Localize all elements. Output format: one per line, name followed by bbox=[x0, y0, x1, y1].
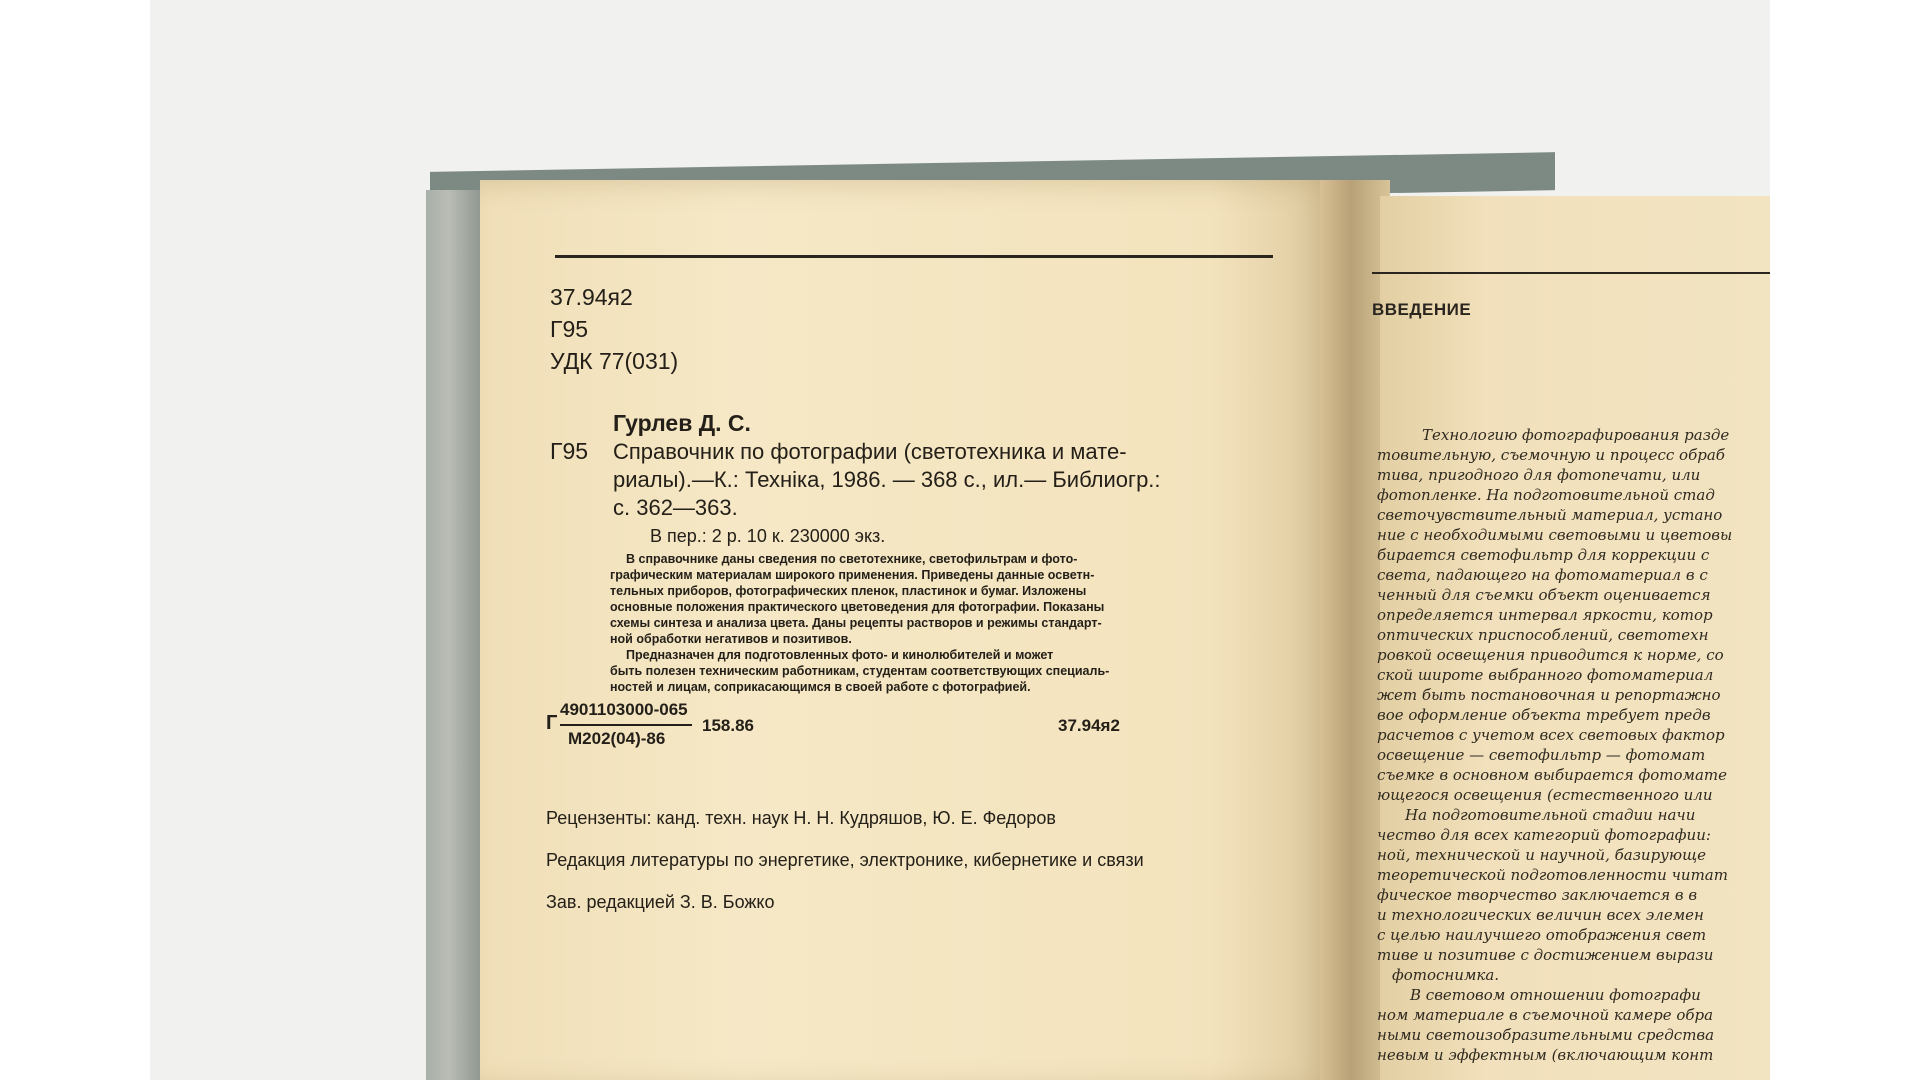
body-line: съемке в основном выбирается фотомате bbox=[1377, 766, 1728, 784]
body-line: ной, технической и научной, базирующе bbox=[1377, 846, 1706, 864]
open-book bbox=[150, 0, 1770, 1080]
index-denominator: М202(04)-86 bbox=[568, 729, 666, 748]
editorial-line: Редакция литературы по энергетике, электронике, кибернетике и связи bbox=[546, 850, 1144, 870]
body-line: фотопленке. На подготовительной стад bbox=[1377, 486, 1715, 504]
body-line: чество для всех категорий фотографии: bbox=[1377, 826, 1711, 844]
top-rule-left bbox=[555, 255, 1273, 258]
catalog-code: Г95 bbox=[550, 438, 589, 464]
body-line: ровкой освещения приводится к норме, со bbox=[1377, 646, 1724, 664]
abstract-line: В справочнике даны сведения по светотехнике, светофильтрам и фото- bbox=[626, 552, 1078, 566]
body-line: и технологических величин всех элемен bbox=[1377, 906, 1704, 924]
body-line: вое оформление объекта требует предв bbox=[1377, 706, 1711, 724]
abstract-line: ной обработки негативов и позитивов. bbox=[610, 632, 852, 646]
body-line: с целью наилучшего отображения свет bbox=[1377, 926, 1707, 944]
body-line: фическое творчество заключается в в bbox=[1377, 886, 1698, 904]
body-line: ние с необходимыми световыми и цветовы bbox=[1377, 526, 1733, 544]
body-line: тиве и позитиве с достижением вырази bbox=[1377, 946, 1714, 964]
body-line: товительную, съемочную и процесс обраб bbox=[1377, 446, 1725, 464]
reference-line-1: Справочник по фотографии (светотехника и мате- bbox=[613, 439, 1127, 464]
body-line: жет быть постановочная и репортажно bbox=[1377, 686, 1721, 704]
abstract-line: тельных приборов, фотографических пленок, пластинок и бумаг. Изложены bbox=[610, 584, 1087, 598]
book-cover-left bbox=[426, 190, 482, 1080]
abstract-line: ностей и лицам, соприкасающимся в своей работе с фотографией. bbox=[610, 680, 1031, 694]
body-line: ченный для съемки объект оценивается bbox=[1377, 586, 1711, 604]
abstract-line: графическим материалам широкого применения. Приведены данные осветн- bbox=[610, 568, 1095, 582]
classification-line-2: Г95 bbox=[550, 316, 589, 342]
body-line: В световом отношении фотографи bbox=[1410, 986, 1701, 1004]
body-line: фотоснимка. bbox=[1392, 966, 1500, 984]
reference-line-2: риалы).—К.: Техніка, 1986. — 368 с., ил.— Библиогр.: bbox=[613, 467, 1161, 492]
reference-line-3: с. 362—363. bbox=[613, 495, 738, 520]
classification-line-1: 37.94я2 bbox=[550, 284, 633, 310]
index-classification: 37.94я2 bbox=[1058, 716, 1120, 735]
author-name: Гурлев Д. С. bbox=[613, 410, 751, 436]
index-fraction-bar bbox=[560, 724, 692, 726]
body-line: бирается светофильтр для коррекции с bbox=[1377, 546, 1710, 564]
body-line: На подготовительной стадии начи bbox=[1405, 806, 1696, 824]
price-line: В пер.: 2 р. 10 к. 230000 экз. bbox=[650, 526, 886, 546]
body-line: ющегося освещения (естественного или bbox=[1377, 786, 1713, 804]
top-rule-right bbox=[1372, 272, 1770, 274]
body-line: ном материале в съемочной камере обра bbox=[1377, 1006, 1714, 1024]
body-line: света, падающего на фотоматериал в с bbox=[1377, 566, 1708, 584]
body-line: оптических приспособлений, светотехн bbox=[1377, 626, 1709, 644]
abstract-line: Предназначен для подготовленных фото- и кинолюбителей и может bbox=[626, 648, 1054, 662]
classification-line-3: УДК 77(031) bbox=[550, 348, 679, 374]
index-prefix: Г bbox=[546, 712, 558, 734]
body-line: тива, пригодного для фотопечати, или bbox=[1377, 466, 1701, 484]
index-numerator: 4901103000-065 bbox=[560, 700, 688, 719]
abstract-line: схемы синтеза и анализа цвета. Даны рецепты растворов и режимы стандарт- bbox=[610, 616, 1102, 630]
body-line: светочувствительный материал, устано bbox=[1377, 506, 1723, 524]
body-line: определяется интервал яркости, котор bbox=[1377, 606, 1713, 624]
abstract-line: основные положения практического цветоведения для фотографии. Показаны bbox=[610, 600, 1105, 614]
body-line: расчетов с учетом всех световых фактор bbox=[1377, 726, 1725, 744]
reviewers-line: Рецензенты: канд. техн. наук Н. Н. Кудряшов, Ю. Е. Федоров bbox=[546, 808, 1056, 828]
body-line: Технологию фотографирования разде bbox=[1422, 426, 1730, 444]
body-line: освещение — светофильтр — фотомат bbox=[1377, 746, 1706, 764]
chapter-heading: ВВЕДЕНИЕ bbox=[1372, 300, 1472, 319]
body-line: теоретической подготовленности читат bbox=[1377, 866, 1728, 884]
index-number: 158.86 bbox=[702, 716, 754, 735]
body-line: ными светоизобразительными средства bbox=[1377, 1026, 1715, 1044]
abstract-line: быть полезен техническим работникам, студентам соответствующих специаль- bbox=[610, 664, 1110, 678]
editor-line: Зав. редакцией З. В. Божко bbox=[546, 892, 775, 912]
photo-background bbox=[150, 0, 1770, 1080]
body-line: невым и эффектным (включающим конт bbox=[1377, 1046, 1714, 1064]
body-line: ской широте выбранного фотоматериал bbox=[1377, 666, 1714, 684]
